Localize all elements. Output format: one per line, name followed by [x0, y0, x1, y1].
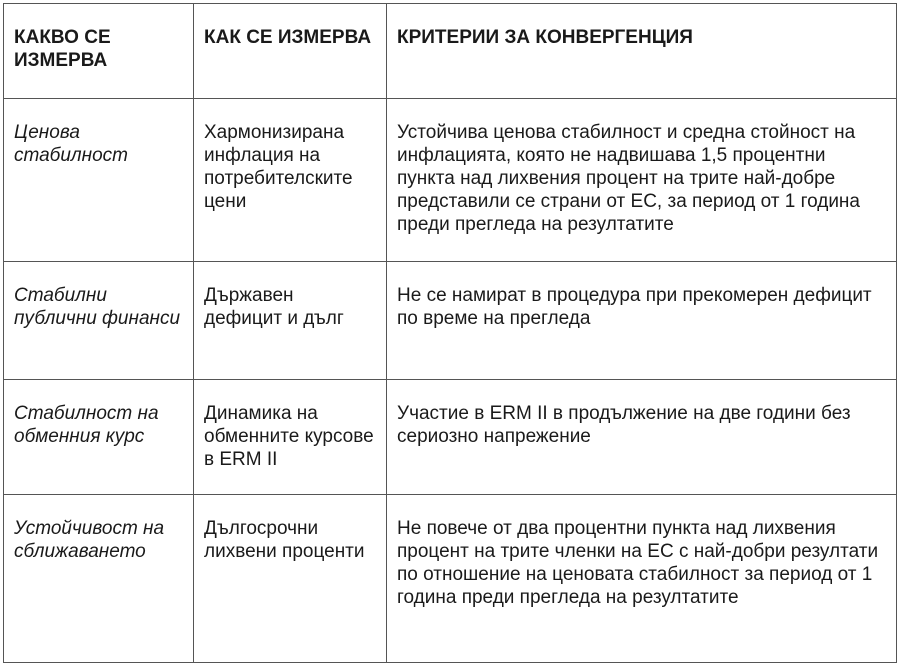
header-what-is-measured: [4, 4, 194, 99]
cell-text: Държавен дефицит и дълг: [204, 285, 344, 329]
cell-how: [194, 262, 387, 380]
table-row: [4, 262, 897, 380]
cell-criteria: [387, 495, 897, 663]
cell-what: [4, 380, 194, 495]
cell-what: [4, 262, 194, 380]
cell-criteria: [387, 380, 897, 495]
table-row: [4, 99, 897, 262]
cell-what: [4, 495, 194, 663]
cell-text: Хармонизирана инфлация на потребителските цени: [204, 122, 353, 212]
cell-how: [194, 99, 387, 262]
cell-text: Ценова стабилност: [14, 122, 128, 166]
cell-criteria: [387, 99, 897, 262]
header-label: КАК СЕ ИЗМЕРВА: [204, 27, 372, 48]
cell-text: Динамика на обменните курсове в ERM II: [204, 403, 374, 470]
header-label: КАКВО СЕ ИЗМЕРВА: [14, 27, 111, 71]
cell-text: Участие в ERM II в продължение на две години без сериозно напрежение: [397, 403, 851, 447]
cell-how: [194, 495, 387, 663]
cell-text: Не се намират в процедура при прекомерен дефицит по време на прегледа: [397, 285, 872, 329]
cell-text: Не повече от два процентни пункта над лихвения процент на трите членки на ЕС с най-добри резултати по отношение на ценовата стабилност за период от 1 година преди прегледа на резултатите: [397, 518, 879, 608]
table-row: [4, 495, 897, 663]
cell-what: [4, 99, 194, 262]
header-convergence-criteria: [387, 4, 897, 99]
header-label: КРИТЕРИИ ЗА КОНВЕРГЕНЦИЯ: [397, 27, 693, 48]
cell-text: Стабилност на обменния курс: [14, 403, 159, 447]
cell-text: Дългосрочни лихвени проценти: [204, 518, 365, 562]
cell-text: Устойчивост на сближаването: [14, 518, 165, 562]
header-how-measured: [194, 4, 387, 99]
cell-text: Стабилни публични финанси: [14, 285, 181, 329]
cell-criteria: [387, 262, 897, 380]
table-row: [4, 380, 897, 495]
cell-how: [194, 380, 387, 495]
table-header-row: [4, 4, 897, 99]
cell-text: Устойчива ценова стабилност и средна стойност на инфлацията, която не надвишава 1,5 процентни пункта над лихвения процент на трите най-добре представили се страни от ЕС, за период от 1 година преди прегледа на резултатите: [397, 122, 860, 235]
convergence-criteria-table: [3, 3, 897, 663]
